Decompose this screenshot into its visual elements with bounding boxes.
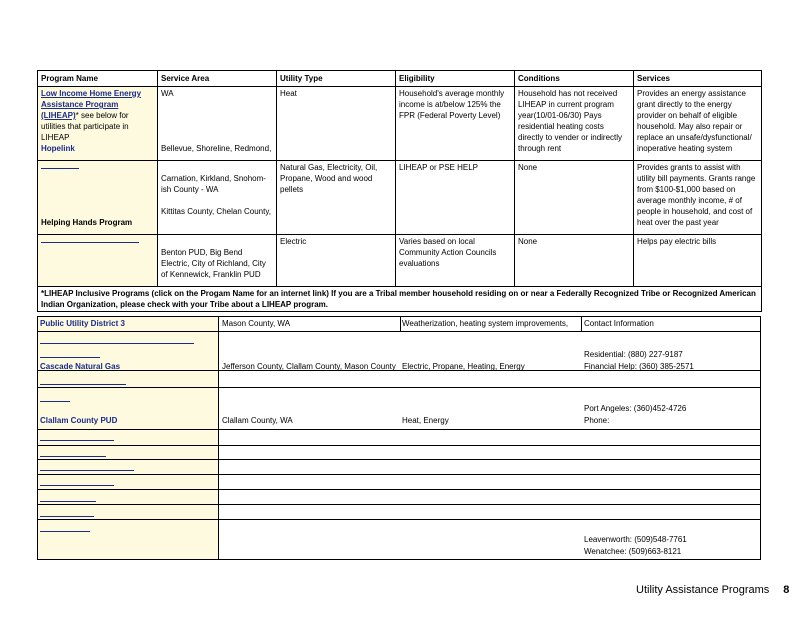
page-footer	[636, 584, 789, 596]
hopelink-link[interactable]: Hopelink	[41, 144, 75, 153]
table-row	[38, 235, 762, 287]
service-area-text: Kittitas County, Chelan County,	[161, 207, 271, 216]
clallam-type: Heat, Energy	[402, 416, 449, 425]
program-name-column	[38, 317, 219, 559]
service-area-cell	[158, 235, 277, 287]
cascade-contact: Residential: (880) 227-9187	[584, 350, 683, 359]
program-link-underline[interactable]	[41, 168, 79, 169]
program-link-underline[interactable]	[40, 440, 114, 441]
clallam-link[interactable]: Clallam County PUD	[40, 416, 118, 425]
header-conditions: Conditions	[515, 71, 634, 87]
program-link-underline[interactable]	[40, 401, 70, 402]
liheap-inclusive-note	[38, 287, 762, 312]
utility-type-cell: Heat	[277, 87, 396, 161]
program-link-underline[interactable]	[40, 357, 100, 358]
conditions-cell: Household has not received LIHEAP in current program year(10/01-06/30) Pays residential heating costs directly to vender or indirectly through rent	[515, 87, 634, 161]
helping-hands-label: Helping Hands Program	[41, 218, 133, 227]
liheap-link[interactable]: Low Income Home Energy Assistance Program (LIHEAP)	[41, 89, 142, 120]
service-area-text: WA	[161, 89, 174, 98]
clallam-contact: Port Angeles: (360)452-4726	[584, 404, 687, 413]
program-link-underline[interactable]	[40, 343, 194, 344]
services-cell: Provides an energy assistance grant directly to the energy provider on behalf of eligible household. May also repair or replace an unsafe/dysfunctional/ inoperative heating system	[634, 87, 762, 161]
inclusive-programs-table	[37, 316, 761, 560]
program-link-underline[interactable]	[40, 516, 94, 517]
cascade-area: Jefferson County, Clallam County, Mason County	[222, 362, 396, 371]
cascade-type: Electric, Propane, Heating, Energy	[402, 362, 525, 371]
service-area-text: Carnation, Kirkland, Snohom-ish County - WA	[161, 174, 266, 194]
program-link-underline[interactable]	[40, 485, 114, 486]
program-link-underline[interactable]	[40, 531, 90, 532]
conditions-cell: None	[515, 161, 634, 235]
pud3-area: Mason County, WA	[222, 319, 291, 328]
pud3-type: Weatherization, heating system improvements,	[402, 319, 569, 328]
pud3-link[interactable]: Public Utility District 3	[40, 319, 125, 328]
chelan-contact: Leavenworth: (509)548-7761	[584, 535, 687, 544]
service-area-text: Benton PUD, Big Bend Electric, City of Richland, City of Kennewick, Franklin PUD	[161, 248, 266, 279]
program-name-cell	[38, 235, 158, 287]
eligibility-cell: LIHEAP or PSE HELP	[396, 161, 515, 235]
eligibility-cell: Household's average monthly income is at/below 125% the FPR (Federal Poverty Level)	[396, 87, 515, 161]
services-cell: Helps pay electric bills	[634, 235, 762, 287]
eligibility-cell: Varies based on local Community Action Councils evaluations	[396, 235, 515, 287]
cascade-contact: Financial Help: (360) 385-2571	[584, 362, 694, 371]
page-number: 8	[783, 584, 790, 596]
header-service-area: Service Area	[158, 71, 277, 87]
header-utility-type: Utility Type	[277, 71, 396, 87]
program-link-underline[interactable]	[40, 470, 134, 471]
table-header-row	[38, 71, 762, 87]
services-cell: Provides grants to assist with utility bill payments. Grants range from $100-$1,000 based on average monthly income, # of people in household, and cost of heat over the past year	[634, 161, 762, 235]
service-area-cell	[158, 161, 277, 235]
contact-header: Contact Information	[584, 319, 654, 328]
conditions-cell: None	[515, 235, 634, 287]
clallam-contact: Phone:	[584, 416, 610, 425]
program-link-underline[interactable]	[40, 501, 96, 502]
table-row	[38, 87, 762, 161]
cascade-link[interactable]: Cascade Natural Gas	[40, 362, 121, 371]
service-area-cell	[158, 87, 277, 161]
footer-title: Utility Assistance Programs	[636, 584, 770, 596]
programs-table	[37, 70, 762, 312]
program-name-cell	[38, 87, 158, 161]
service-area-text: Bellevue, Shoreline, Redmond,	[161, 144, 272, 153]
table-row	[38, 161, 762, 235]
program-link-underline[interactable]	[40, 456, 106, 457]
liheap-note: * see below for utilities that participate in LIHEAP	[41, 111, 129, 142]
utility-type-cell: Electric	[277, 235, 396, 287]
chelan-contact: Wenatchee: (509)663-8121	[584, 547, 682, 556]
clallam-area: Clallam County, WA	[222, 416, 293, 425]
header-program-name: Program Name	[38, 71, 158, 87]
header-eligibility: Eligibility	[396, 71, 515, 87]
note-text: *LIHEAP Inclusive Programs (click on the Progam Name for an internet link) If you are a Tribal member household residing on or near a Federally Recognized Tribe or Recognized American Indian Organization, please check with your Tribe about a LIHEAP program.	[41, 289, 756, 309]
program-link-underline[interactable]	[41, 242, 139, 243]
header-services: Services	[634, 71, 762, 87]
utility-type-cell: Natural Gas, Electricity, Oil, Propane, Wood and wood pellets	[277, 161, 396, 235]
program-name-cell	[38, 161, 158, 235]
program-link-underline[interactable]	[40, 384, 126, 385]
note-row	[38, 287, 762, 312]
